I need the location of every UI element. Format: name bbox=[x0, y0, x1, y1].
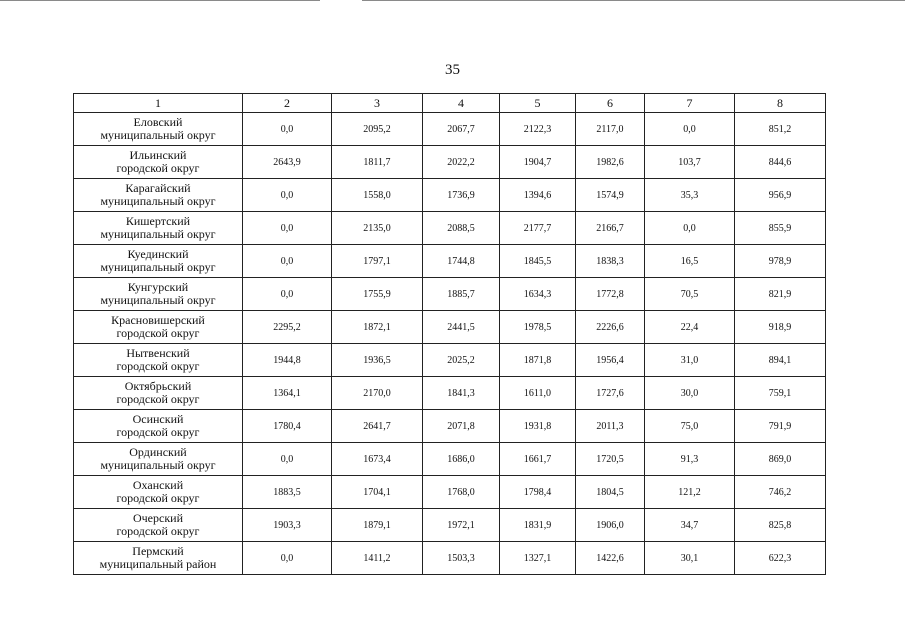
municipality-name-line: Куединский bbox=[127, 247, 189, 261]
table-row bbox=[74, 179, 826, 212]
municipality-name-line: Нытвенский bbox=[126, 346, 190, 360]
municipality-name-line: городской округ bbox=[116, 491, 200, 505]
value-cell: 1883,5 bbox=[243, 476, 332, 509]
municipality-name-line: муниципальный округ bbox=[100, 293, 216, 307]
table-row bbox=[74, 113, 826, 146]
municipality-name-line: Кунгурский bbox=[127, 280, 189, 294]
municipality-name-cell bbox=[74, 278, 243, 311]
value-cell: 1364,1 bbox=[243, 377, 332, 410]
value-cell: 75,0 bbox=[645, 410, 735, 443]
value-cell: 1871,8 bbox=[500, 344, 576, 377]
value-cell: 2177,7 bbox=[500, 212, 576, 245]
municipality-name-line: Очерский bbox=[132, 511, 184, 525]
value-cell: 2295,2 bbox=[243, 311, 332, 344]
column-header: 3 bbox=[332, 94, 423, 113]
municipality-name-line: Еловский bbox=[133, 115, 183, 129]
value-cell: 70,5 bbox=[645, 278, 735, 311]
value-cell: 1872,1 bbox=[332, 311, 423, 344]
municipality-name-line: городской округ bbox=[116, 425, 200, 439]
municipality-name-cell bbox=[74, 212, 243, 245]
value-cell: 2071,8 bbox=[423, 410, 500, 443]
municipality-name-line: городской округ bbox=[116, 326, 200, 340]
value-cell: 1673,4 bbox=[332, 443, 423, 476]
value-cell: 1686,0 bbox=[423, 443, 500, 476]
value-cell: 1772,8 bbox=[576, 278, 645, 311]
table-row bbox=[74, 542, 826, 575]
data-table bbox=[73, 93, 826, 575]
value-cell: 121,2 bbox=[645, 476, 735, 509]
value-cell: 1885,7 bbox=[423, 278, 500, 311]
municipality-name-line: Ильинский bbox=[129, 148, 187, 162]
municipality-name-line: Оханский bbox=[132, 478, 184, 492]
value-cell: 103,7 bbox=[645, 146, 735, 179]
value-cell: 851,2 bbox=[735, 113, 826, 146]
value-cell: 31,0 bbox=[645, 344, 735, 377]
column-header: 6 bbox=[576, 94, 645, 113]
page-number: 35 bbox=[445, 62, 460, 78]
municipality-name-cell bbox=[74, 113, 243, 146]
municipality-name-line: муниципальный округ bbox=[100, 227, 216, 241]
value-cell: 1394,6 bbox=[500, 179, 576, 212]
table-row bbox=[74, 410, 826, 443]
value-cell: 2226,6 bbox=[576, 311, 645, 344]
value-cell: 1611,0 bbox=[500, 377, 576, 410]
value-cell: 1879,1 bbox=[332, 509, 423, 542]
value-cell: 0,0 bbox=[243, 542, 332, 575]
municipality-name-line: муниципальный округ bbox=[100, 260, 216, 274]
municipality-name-cell bbox=[74, 245, 243, 278]
value-cell: 1804,5 bbox=[576, 476, 645, 509]
value-cell: 0,0 bbox=[243, 113, 332, 146]
value-cell: 0,0 bbox=[243, 278, 332, 311]
value-cell: 622,3 bbox=[735, 542, 826, 575]
municipality-name-line: городской округ bbox=[116, 524, 200, 538]
value-cell: 1327,1 bbox=[500, 542, 576, 575]
value-cell: 1797,1 bbox=[332, 245, 423, 278]
value-cell: 2441,5 bbox=[423, 311, 500, 344]
table-row bbox=[74, 278, 826, 311]
value-cell: 30,0 bbox=[645, 377, 735, 410]
value-cell: 2022,2 bbox=[423, 146, 500, 179]
value-cell: 855,9 bbox=[735, 212, 826, 245]
table-row bbox=[74, 212, 826, 245]
value-cell: 2117,0 bbox=[576, 113, 645, 146]
value-cell: 30,1 bbox=[645, 542, 735, 575]
municipality-name-cell bbox=[74, 542, 243, 575]
value-cell: 1841,3 bbox=[423, 377, 500, 410]
value-cell: 2135,0 bbox=[332, 212, 423, 245]
value-cell: 1956,4 bbox=[576, 344, 645, 377]
table-row bbox=[74, 377, 826, 410]
value-cell: 746,2 bbox=[735, 476, 826, 509]
value-cell: 1904,7 bbox=[500, 146, 576, 179]
value-cell: 1768,0 bbox=[423, 476, 500, 509]
value-cell: 1798,4 bbox=[500, 476, 576, 509]
value-cell: 0,0 bbox=[645, 113, 735, 146]
value-cell: 1704,1 bbox=[332, 476, 423, 509]
municipality-name-cell bbox=[74, 476, 243, 509]
column-header: 4 bbox=[423, 94, 500, 113]
value-cell: 844,6 bbox=[735, 146, 826, 179]
value-cell: 2088,5 bbox=[423, 212, 500, 245]
municipality-name-cell bbox=[74, 344, 243, 377]
value-cell: 1422,6 bbox=[576, 542, 645, 575]
municipality-name-cell bbox=[74, 377, 243, 410]
municipality-name-cell bbox=[74, 443, 243, 476]
table-row bbox=[74, 443, 826, 476]
table-body bbox=[74, 113, 826, 575]
municipality-name-line: Октябрьский bbox=[124, 379, 192, 393]
value-cell: 1845,5 bbox=[500, 245, 576, 278]
table-row bbox=[74, 245, 826, 278]
value-cell: 1727,6 bbox=[576, 377, 645, 410]
municipality-name-line: муниципальный округ bbox=[100, 458, 216, 472]
value-cell: 2643,9 bbox=[243, 146, 332, 179]
municipality-name-line: Карагайский bbox=[125, 181, 191, 195]
table-row bbox=[74, 311, 826, 344]
value-cell: 1936,5 bbox=[332, 344, 423, 377]
value-cell: 918,9 bbox=[735, 311, 826, 344]
value-cell: 2122,3 bbox=[500, 113, 576, 146]
value-cell: 0,0 bbox=[243, 245, 332, 278]
municipality-name-line: муниципальный округ bbox=[100, 128, 216, 142]
value-cell: 1831,9 bbox=[500, 509, 576, 542]
value-cell: 1558,0 bbox=[332, 179, 423, 212]
value-cell: 1634,3 bbox=[500, 278, 576, 311]
value-cell: 1944,8 bbox=[243, 344, 332, 377]
column-header: 1 bbox=[74, 94, 243, 113]
municipality-name-line: Кишертский bbox=[125, 214, 191, 228]
municipality-name-cell bbox=[74, 509, 243, 542]
value-cell: 2095,2 bbox=[332, 113, 423, 146]
value-cell: 1931,8 bbox=[500, 410, 576, 443]
municipality-name-line: Пермский bbox=[132, 544, 184, 558]
municipality-name-line: Осинский bbox=[132, 412, 184, 426]
value-cell: 894,1 bbox=[735, 344, 826, 377]
municipality-name-line: городской округ bbox=[116, 359, 200, 373]
municipality-name-cell bbox=[74, 311, 243, 344]
value-cell: 2166,7 bbox=[576, 212, 645, 245]
value-cell: 1972,1 bbox=[423, 509, 500, 542]
value-cell: 821,9 bbox=[735, 278, 826, 311]
scan-edge-line bbox=[362, 0, 905, 1]
value-cell: 1811,7 bbox=[332, 146, 423, 179]
municipality-name-cell bbox=[74, 146, 243, 179]
value-cell: 978,9 bbox=[735, 245, 826, 278]
value-cell: 791,9 bbox=[735, 410, 826, 443]
value-cell: 1720,5 bbox=[576, 443, 645, 476]
value-cell: 0,0 bbox=[243, 179, 332, 212]
column-header: 5 bbox=[500, 94, 576, 113]
value-cell: 16,5 bbox=[645, 245, 735, 278]
header-row bbox=[74, 94, 826, 113]
value-cell: 2011,3 bbox=[576, 410, 645, 443]
scan-edge-line bbox=[0, 0, 320, 1]
value-cell: 0,0 bbox=[645, 212, 735, 245]
value-cell: 1906,0 bbox=[576, 509, 645, 542]
table-row bbox=[74, 344, 826, 377]
municipality-name-line: Ординский bbox=[129, 445, 187, 459]
value-cell: 1780,4 bbox=[243, 410, 332, 443]
table-row bbox=[74, 146, 826, 179]
value-cell: 2170,0 bbox=[332, 377, 423, 410]
value-cell: 759,1 bbox=[735, 377, 826, 410]
value-cell: 1838,3 bbox=[576, 245, 645, 278]
value-cell: 2067,7 bbox=[423, 113, 500, 146]
municipality-name-cell bbox=[74, 179, 243, 212]
table-row bbox=[74, 476, 826, 509]
municipality-name-line: городской округ bbox=[116, 392, 200, 406]
value-cell: 2641,7 bbox=[332, 410, 423, 443]
value-cell: 1661,7 bbox=[500, 443, 576, 476]
value-cell: 1982,6 bbox=[576, 146, 645, 179]
value-cell: 2025,2 bbox=[423, 344, 500, 377]
column-header: 2 bbox=[243, 94, 332, 113]
value-cell: 91,3 bbox=[645, 443, 735, 476]
column-header: 7 bbox=[645, 94, 735, 113]
municipality-name-line: муниципальный округ bbox=[100, 194, 216, 208]
value-cell: 1744,8 bbox=[423, 245, 500, 278]
value-cell: 1411,2 bbox=[332, 542, 423, 575]
column-header: 8 bbox=[735, 94, 826, 113]
value-cell: 1574,9 bbox=[576, 179, 645, 212]
value-cell: 34,7 bbox=[645, 509, 735, 542]
value-cell: 35,3 bbox=[645, 179, 735, 212]
value-cell: 1978,5 bbox=[500, 311, 576, 344]
value-cell: 1903,3 bbox=[243, 509, 332, 542]
municipality-name-line: муниципальный район bbox=[99, 557, 217, 571]
value-cell: 825,8 bbox=[735, 509, 826, 542]
value-cell: 0,0 bbox=[243, 212, 332, 245]
value-cell: 1503,3 bbox=[423, 542, 500, 575]
municipality-name-cell bbox=[74, 410, 243, 443]
value-cell: 869,0 bbox=[735, 443, 826, 476]
municipality-name-line: городской округ bbox=[116, 161, 200, 175]
value-cell: 1736,9 bbox=[423, 179, 500, 212]
value-cell: 956,9 bbox=[735, 179, 826, 212]
municipality-name-line: Красновишерский bbox=[111, 313, 205, 327]
value-cell: 1755,9 bbox=[332, 278, 423, 311]
value-cell: 22,4 bbox=[645, 311, 735, 344]
table-row bbox=[74, 509, 826, 542]
value-cell: 0,0 bbox=[243, 443, 332, 476]
